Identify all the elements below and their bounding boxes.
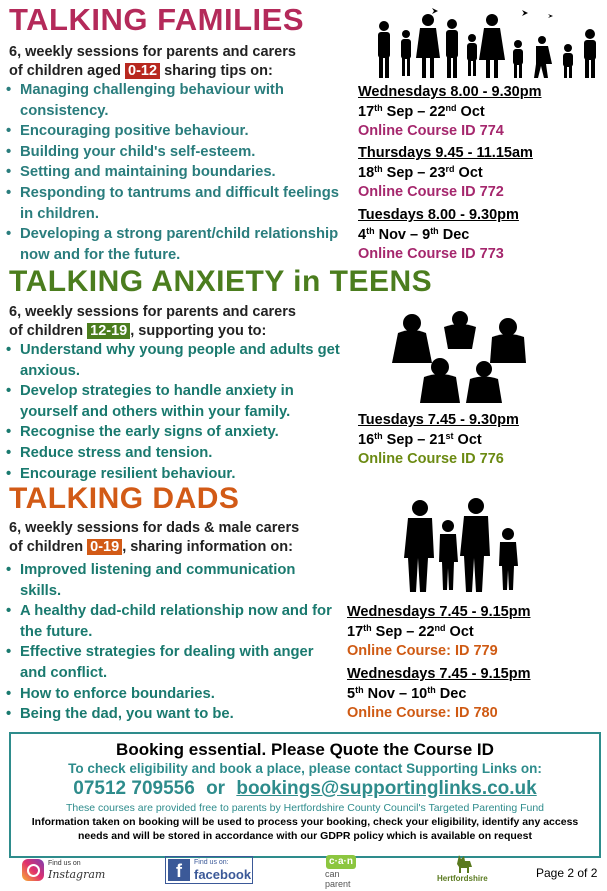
- families-intro-line1: 6, weekly sessions for parents and carers: [9, 44, 296, 60]
- booking-headline: Booking essential. Please Quote the Course ID: [116, 740, 494, 759]
- session-day: Thursdays 9.45 - 11.15am: [358, 145, 533, 161]
- families-bullet-list: [3, 80, 343, 265]
- booking-contact-line: To check eligibility and book a place, please contact Supporting Links on:: [68, 761, 542, 776]
- session-dates: 4th Nov – 9th Dec: [358, 225, 470, 243]
- instagram-caption: Find us on: [48, 860, 81, 867]
- dads-bullet-list: [3, 560, 333, 725]
- teens-intro-line1: 6, weekly sessions for parents and carers: [9, 304, 296, 320]
- session-course-id: Online Course: ID 779: [347, 643, 498, 659]
- session-day: Wednesdays 8.00 - 9.30pm: [358, 84, 542, 100]
- dads-intro-line1: 6, weekly sessions for dads & male carers: [9, 520, 300, 536]
- list-item: • A healthy dad-child relationship now and for the future.: [3, 601, 333, 642]
- dads-age-badge: 0-19: [87, 539, 122, 555]
- facebook-logo[interactable]: [165, 856, 253, 884]
- dads-intro-line2: of children 0-19 , sharing information on:: [9, 539, 293, 555]
- teens-intro: [9, 303, 349, 341]
- family-silhouette-icon: [372, 4, 602, 82]
- list-item: • Reduce stress and tension.: [3, 443, 348, 464]
- dads-intro: [9, 519, 349, 557]
- families-session-1: [358, 83, 542, 142]
- session-day: Wednesdays 7.45 - 9.15pm: [347, 666, 531, 682]
- session-course-id: Online Course ID 774: [358, 123, 504, 139]
- list-item: • Being the dad, you want to be.: [3, 704, 333, 725]
- list-item: • Effective strategies for dealing with anger and conflict.: [3, 642, 333, 683]
- canparent-text: can parent: [325, 869, 351, 889]
- session-dates: 17th Sep – 22nd Oct: [358, 102, 485, 120]
- booking-box: [9, 732, 601, 858]
- list-item: • How to enforce boundaries.: [3, 684, 333, 705]
- list-item: • Encourage resilient behaviour.: [3, 464, 348, 485]
- teens-age-badge: 12-19: [87, 323, 130, 339]
- hertfordshire-logo: [435, 853, 495, 887]
- session-course-id: Online Course ID 772: [358, 184, 504, 200]
- session-course-id: Online Course: ID 780: [347, 705, 498, 721]
- phone-number[interactable]: 07512 709556: [73, 778, 195, 799]
- booking-contact-details: [11, 777, 599, 801]
- session-day: Wednesdays 7.45 - 9.15pm: [347, 604, 531, 620]
- or-text: or: [206, 778, 226, 799]
- dads-session-1: [347, 603, 531, 662]
- list-item: • Understand why young people and adults get anxious.: [3, 340, 348, 381]
- session-course-id: Online Course ID 773: [358, 246, 504, 262]
- page-number: Page 2 of 2: [536, 866, 598, 880]
- families-age-badge: 0-12: [125, 63, 160, 79]
- facebook-caption: Find us on:: [194, 859, 229, 866]
- hertfordshire-text: Hertfordshire: [437, 874, 488, 883]
- facebook-icon: f: [168, 859, 190, 881]
- families-title: TALKING FAMILIES: [9, 2, 305, 37]
- families-intro: [9, 43, 349, 81]
- funding-note: These courses are provided free to parents by Hertfordshire County Council's Targeted Parenting Fund: [65, 802, 545, 814]
- dads-session-2: [347, 665, 531, 724]
- instagram-wordmark: Instagram: [48, 868, 106, 881]
- canparent-logo: c·a·n can parent: [322, 855, 362, 887]
- list-item: • Developing a strong parent/child relationship now and for the future.: [3, 224, 343, 265]
- list-item: • Encouraging positive behaviour.: [3, 121, 343, 142]
- anxious-teens-silhouette-icon: [392, 305, 532, 405]
- teens-intro-line2: of children 12-19 , supporting you to:: [9, 323, 267, 339]
- session-day: Tuesdays 7.45 - 9.30pm: [358, 412, 519, 428]
- list-item: • Setting and maintaining boundaries.: [3, 162, 343, 183]
- teens-session-1: [358, 411, 519, 470]
- gdpr-note: Information taken on booking will be used to process your booking, check your eligibility, identify any access needs and will be stored in accordance with our GDPR policy which is available on request: [31, 816, 579, 842]
- list-item: • Managing challenging behaviour with consistency.: [3, 80, 343, 121]
- list-item: • Develop strategies to handle anxiety in yourself and others within your family.: [3, 381, 348, 422]
- list-item: • Recognise the early signs of anxiety.: [3, 422, 348, 443]
- families-session-2: [358, 144, 533, 203]
- session-dates: 18th Sep – 23rd Oct: [358, 163, 483, 181]
- instagram-logo[interactable]: [22, 856, 106, 886]
- session-dates: 5th Nov – 10th Dec: [347, 684, 467, 702]
- list-item: • Improved listening and communication skills.: [3, 560, 333, 601]
- session-day: Tuesdays 8.00 - 9.30pm: [358, 207, 519, 223]
- teens-title: TALKING ANXIETY in TEENS: [9, 265, 433, 298]
- list-item: • Responding to tantrums and difficult feelings in children.: [3, 183, 343, 224]
- dads-children-silhouette-icon: [400, 496, 530, 594]
- session-course-id: Online Course ID 776: [358, 451, 504, 467]
- teens-bullet-list: [3, 340, 348, 484]
- facebook-wordmark: facebook: [194, 867, 252, 882]
- session-dates: 17th Sep – 22nd Oct: [347, 622, 474, 640]
- hart-icon: [453, 853, 477, 873]
- families-session-3: [358, 206, 519, 265]
- list-item: • Building your child's self-esteem.: [3, 142, 343, 163]
- instagram-icon: [22, 859, 44, 881]
- email-link[interactable]: bookings@supportinglinks.co.uk: [236, 778, 537, 799]
- dads-title: TALKING DADS: [9, 482, 240, 515]
- families-intro-line2: of children aged 0-12 sharing tips on:: [9, 63, 273, 79]
- session-dates: 16th Sep – 21st Oct: [358, 430, 482, 448]
